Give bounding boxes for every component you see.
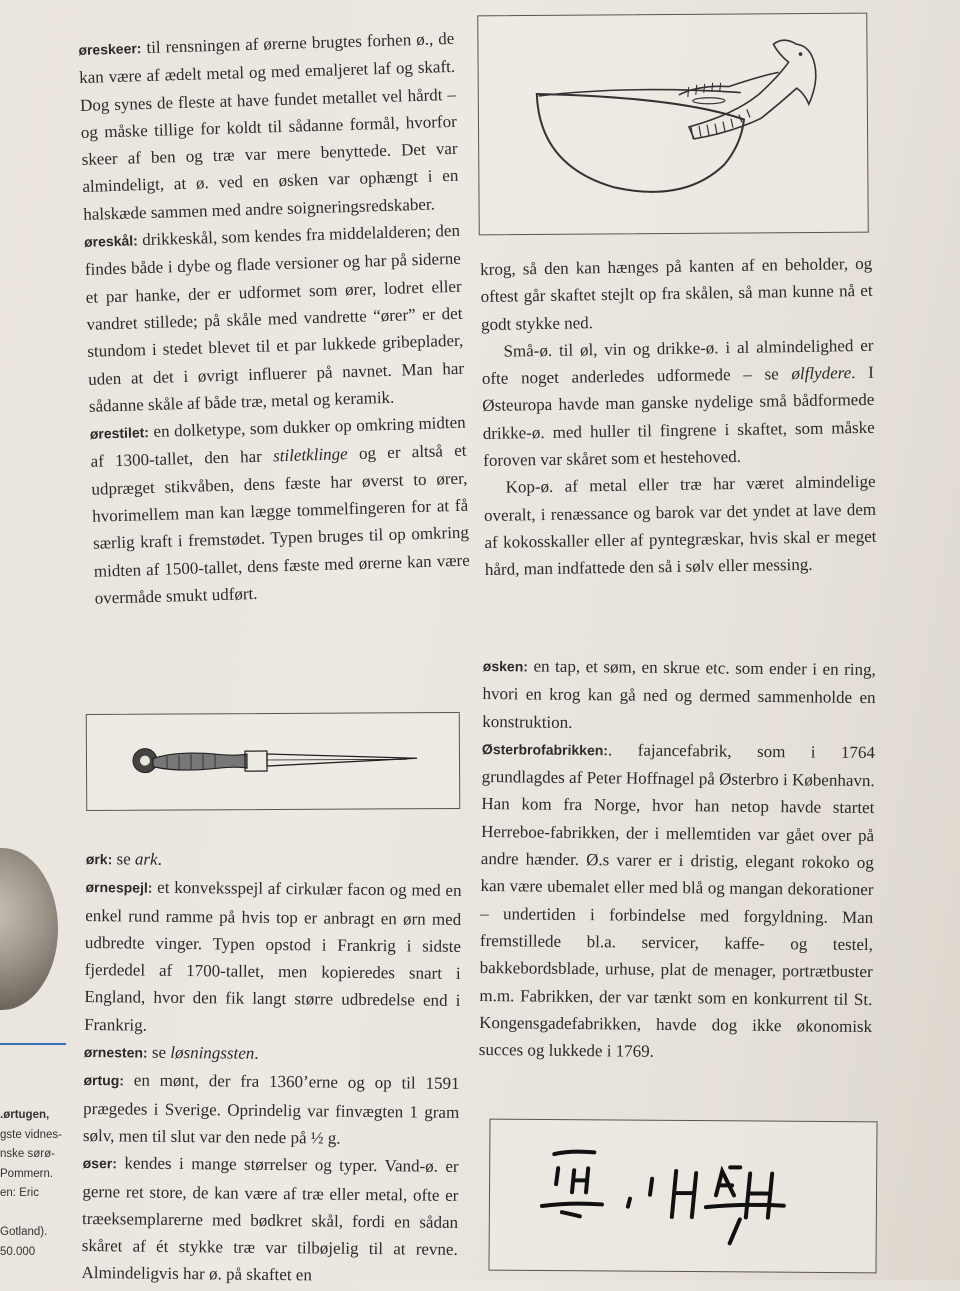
caption-line: en: Eric — [0, 1187, 39, 1199]
entry-text: en mønt, der fra 1360’erne og op til 1591 prægedes i Sverige. Oprindelig var finvægten 1 gram sølv, men til slut var den nede på ½ g. — [82, 1070, 460, 1148]
entry-text: . — [157, 849, 163, 869]
left-column-lower — [81, 845, 462, 1291]
caption-rule — [0, 1043, 66, 1045]
entry-text: til rensningen af ørerne brugtes forhen ø., de kan være af ædelt metal og med emaljeret laf og skaft. Dog synes de fleste at have fundet metallet vel hårdt – og måske tillige for koldt til sådanne formål, hvorfor skeer af ben og træ var mere benyttede. Det var almindeligt, at ø. ved en øsken var ophængt i en halskæde sammen med andre soigneringsredskaber. — [78, 28, 459, 224]
caption-line: Pommern. — [0, 1167, 54, 1180]
paragraph-continuation: krog, så den kan hænges på kanten af en beholder, og oftest går skaftet stejlt op fra skålen, så man kunne nå et godt stykke ned. — [480, 253, 873, 334]
headword: ørestilet: — [89, 424, 150, 442]
paragraph-text: . I Østeuropa havde man ganske nydelige små bådformede drikke-ø. med huller til fingrene i skaftet, som måske foroven var skåret som et hestehoved. — [482, 363, 875, 471]
headword: ørnesten: — [83, 1044, 148, 1061]
coin-photo — [0, 848, 58, 1010]
headword: Østerbrofabrikken: — [481, 740, 609, 759]
paragraph-kop-o: Kop-ø. af metal eller træ har været almindelige overalt, i renæssance og barok var det yndet at lave dem af kokosskaller eller af pyntegræskar, hvis skal er meget hård, man indfattede den så i sølv eller messing. — [483, 472, 877, 580]
entry-ortug — [83, 1066, 460, 1153]
right-column-lower — [479, 652, 876, 1068]
headword: ørk: — [85, 850, 113, 868]
cross-reference: ark — [134, 849, 158, 869]
entry-osterbrofabrikken — [479, 735, 875, 1068]
entry-ork — [86, 845, 462, 877]
entry-oreskeer — [78, 25, 460, 228]
caption-line: gste vidnes- — [0, 1128, 63, 1141]
coin-caption — [0, 1106, 70, 1262]
entry-text: og er altså et udpræget stikvåben, dens fæste har øverst to ører, hvorimellem man kan lægge tommelfingeren for at få særlig kraft i fremstødet. Typen bruges til op omkring midten af 1500-tallet, dens fæste med ørerne kan være overmåde smukt udført. — [91, 441, 470, 608]
entry-orestilet — [89, 409, 471, 612]
entry-oreskal — [84, 217, 466, 420]
paragraph-text: Små-ø. til øl, vin og drikke-ø. i al almindelighed er ofte noget anderledes udformede – se — [481, 335, 874, 389]
cross-reference: løsningssten — [170, 1042, 255, 1063]
entry-ornespejl — [84, 873, 462, 1042]
headword: øreskeer: — [78, 40, 142, 58]
entry-text: . fajancefabrik, som i 1764 grundlagdes af Peter Hoffnagel på Østerbro i København. Han kom fra Norge, hvor han netop havde startet Herreboe-fabrikken, der i mellemtiden var gået over på andre hænder. Ø.s varer er i dristig, elegant rokoko og kan være ubemalet eller med blå og mangan dekorationer – undertiden i forbindelse med forgyldning. Man fremstillede bl.a. servicer, kaffe- og testel, bakkebordsblade, urhuse, plat de menager, portrætbuster m.m. Fabrikken, der var tænkt som en konkurrent til St. Kongensgadefabrikken, havde dog ikke økonomisk succes og lukkede i 1769. — [478, 740, 876, 1061]
headword: ørtug: — [83, 1072, 125, 1089]
headword: ørnespejl: — [85, 879, 153, 896]
entry-text: en dolketype, som dukker op omkring midten af 1300-tallet, den har — [90, 412, 466, 472]
entry-ornesten — [84, 1038, 460, 1070]
headword: øser: — [82, 1155, 117, 1172]
entry-text: . — [254, 1043, 259, 1063]
headword: øreskål: — [83, 232, 139, 250]
left-column-upper — [78, 25, 471, 612]
entry-text: et konveksspejl af cirkulær facon og med en enkel rund ramme på hvis top er anbragt en ørn med udbredte vinger. Typen opstod i Frankrig i sidste fjerdedel af 1700-tallet, men kopieredes snart i England, hvor den fik langt større udbredelse end i Frankrig. — [84, 877, 462, 1035]
ladle-illustration — [477, 13, 869, 236]
caption-term: .ørtugen, — [0, 1109, 50, 1121]
caption-line — [0, 1204, 70, 1224]
entry-text: drikkeskål, som kendes fra middelalderen; den findes både i dybe og flade versioner og har på siderne et par hanke, der er udformet som ører, lodret eller vandret stillede; på skåle med vandrette “ører” er det stundom i stedet blevet til et par lukkede gribeplader, uden at det i øvrigt influerer på navnet. Man har sådanne skåle af både træ, metal og keramik. — [84, 220, 465, 416]
entry-text: se — [147, 1042, 171, 1062]
dagger-illustration — [86, 712, 461, 811]
entry-oser — [81, 1149, 458, 1290]
cross-reference: ølflydere — [791, 363, 852, 384]
entry-text: kendes i mange størrelser og typer. Vand-ø. er gerne ret store, de kan være af træ eller metal, ofte er træeksemplarerne med bødkret skål, fordi en sådan skåret af ét stykke træ var tilbøjelig til at revne. Almindeligvis har ø. på skaftet en — [81, 1153, 459, 1285]
caption-line: Gotland). — [0, 1226, 48, 1238]
right-column-upper — [480, 250, 877, 584]
headword: øsken: — [482, 657, 529, 675]
paragraph-sma-o — [481, 332, 875, 475]
entry-osken — [482, 652, 876, 739]
caption-line: nske sørø- — [0, 1148, 55, 1160]
makers-marks-illustration — [488, 1119, 877, 1274]
caption-line — [0, 1106, 70, 1126]
caption-line: 50.000 — [0, 1245, 36, 1258]
entry-text: se — [112, 849, 136, 869]
cross-reference: stiletklinge — [272, 444, 348, 466]
entry-text: en tap, et søm, en skrue etc. som ender i en ring, hvori en krog kan gå ned og dermed sammenholde en konstruktion. — [482, 656, 876, 732]
